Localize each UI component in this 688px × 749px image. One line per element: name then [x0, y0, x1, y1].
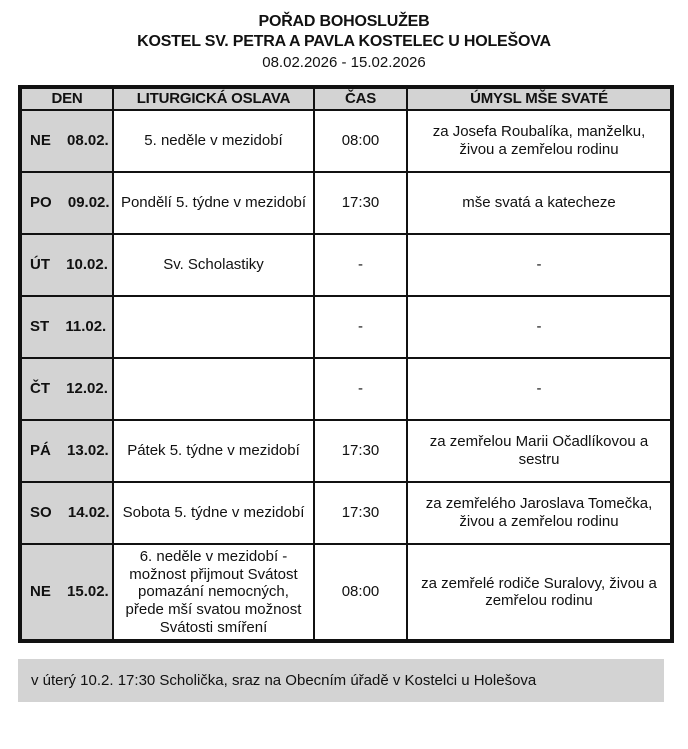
table-header-row: [20, 87, 672, 110]
day-abbreviation: NE: [30, 583, 51, 601]
column-header-cas: ČAS: [314, 87, 407, 110]
date-range: 08.02.2026 - 15.02.2026: [262, 54, 426, 72]
mass-intention-cell: -: [407, 358, 672, 420]
day-abbreviation: PÁ: [30, 442, 51, 460]
column-header-den: DEN: [20, 87, 113, 110]
table-row: [20, 482, 672, 544]
document-title: POŘAD BOHOSLUŽEB: [258, 13, 430, 30]
day-cell: [20, 420, 113, 482]
day-date: 10.02.: [66, 256, 108, 274]
day-abbreviation: NE: [30, 132, 51, 150]
liturgical-celebration-cell: 6. neděle v mezidobí - možnost přijmout Svátost pomazání nemocných, přede mší svatou možnost Svátosti smíření: [113, 544, 314, 641]
day-cell: [20, 234, 113, 296]
time-cell: -: [314, 296, 407, 358]
day-abbreviation: ST: [30, 318, 50, 336]
day-abbreviation: PO: [30, 194, 52, 212]
day-date: 12.02.: [66, 380, 108, 398]
table-row: [20, 358, 672, 420]
day-cell: [20, 296, 113, 358]
table-row: [20, 296, 672, 358]
time-cell: 17:30: [314, 420, 407, 482]
table-row: [20, 544, 672, 641]
mass-intention-cell: za zemřelé rodiče Suralovy, živou a zemřelou rodinu: [407, 544, 672, 641]
column-header-liturgicka-oslava: LITURGICKÁ OSLAVA: [113, 87, 314, 110]
table-row: [20, 420, 672, 482]
liturgical-celebration-cell: Sv. Scholastiky: [113, 234, 314, 296]
day-date: 08.02.: [67, 132, 109, 150]
table-row: [20, 234, 672, 296]
time-cell: 08:00: [314, 544, 407, 641]
mass-intention-cell: -: [407, 296, 672, 358]
day-cell: [20, 482, 113, 544]
day-date: 14.02.: [67, 504, 110, 522]
day-abbreviation: SO: [30, 504, 52, 522]
column-header-umysl: ÚMYSL MŠE SVATÉ: [407, 87, 672, 110]
footer-note-bar: [18, 659, 664, 702]
time-cell: 17:30: [314, 482, 407, 544]
day-date: 11.02.: [65, 318, 107, 336]
liturgical-celebration-cell: Pátek 5. týdne v mezidobí: [113, 420, 314, 482]
mass-intention-cell: mše svatá a katecheze: [407, 172, 672, 234]
mass-intention-cell: za zemřelou Marii Očadlíkovou a sestru: [407, 420, 672, 482]
document-header: [0, 12, 688, 72]
day-date: 15.02.: [67, 583, 109, 601]
liturgical-celebration-cell: Pondělí 5. týdne v mezidobí: [113, 172, 314, 234]
footer-note-text: v úterý 10.2. 17:30 Scholička, sraz na Obecním úřadě v Kostelci u Holešova: [31, 672, 537, 690]
liturgical-celebration-cell: Sobota 5. týdne v mezidobí: [113, 482, 314, 544]
liturgical-celebration-cell: [113, 358, 314, 420]
day-cell: [20, 110, 113, 172]
time-cell: -: [314, 358, 407, 420]
day-cell: [20, 358, 113, 420]
schedule-rows: [20, 110, 672, 641]
day-date: 09.02.: [67, 194, 110, 212]
liturgical-celebration-cell: 5. neděle v mezidobí: [113, 110, 314, 172]
day-abbreviation: ÚT: [30, 256, 50, 274]
day-date: 13.02.: [67, 442, 109, 460]
mass-intention-cell: za Josefa Roubalíka, manželku, živou a zemřelou rodinu: [407, 110, 672, 172]
time-cell: 08:00: [314, 110, 407, 172]
day-abbreviation: ČT: [30, 380, 50, 398]
day-cell: [20, 544, 113, 641]
church-name: KOSTEL SV. PETRA A PAVLA KOSTELEC U HOLEŠOVA: [137, 32, 551, 50]
time-cell: 17:30: [314, 172, 407, 234]
liturgical-celebration-cell: [113, 296, 314, 358]
time-cell: -: [314, 234, 407, 296]
mass-intention-cell: -: [407, 234, 672, 296]
table-row: [20, 110, 672, 172]
table-row: [20, 172, 672, 234]
mass-intention-cell: za zemřelého Jaroslava Tomečka, živou a zemřelou rodinu: [407, 482, 672, 544]
schedule-table: [18, 85, 674, 643]
day-cell: [20, 172, 113, 234]
